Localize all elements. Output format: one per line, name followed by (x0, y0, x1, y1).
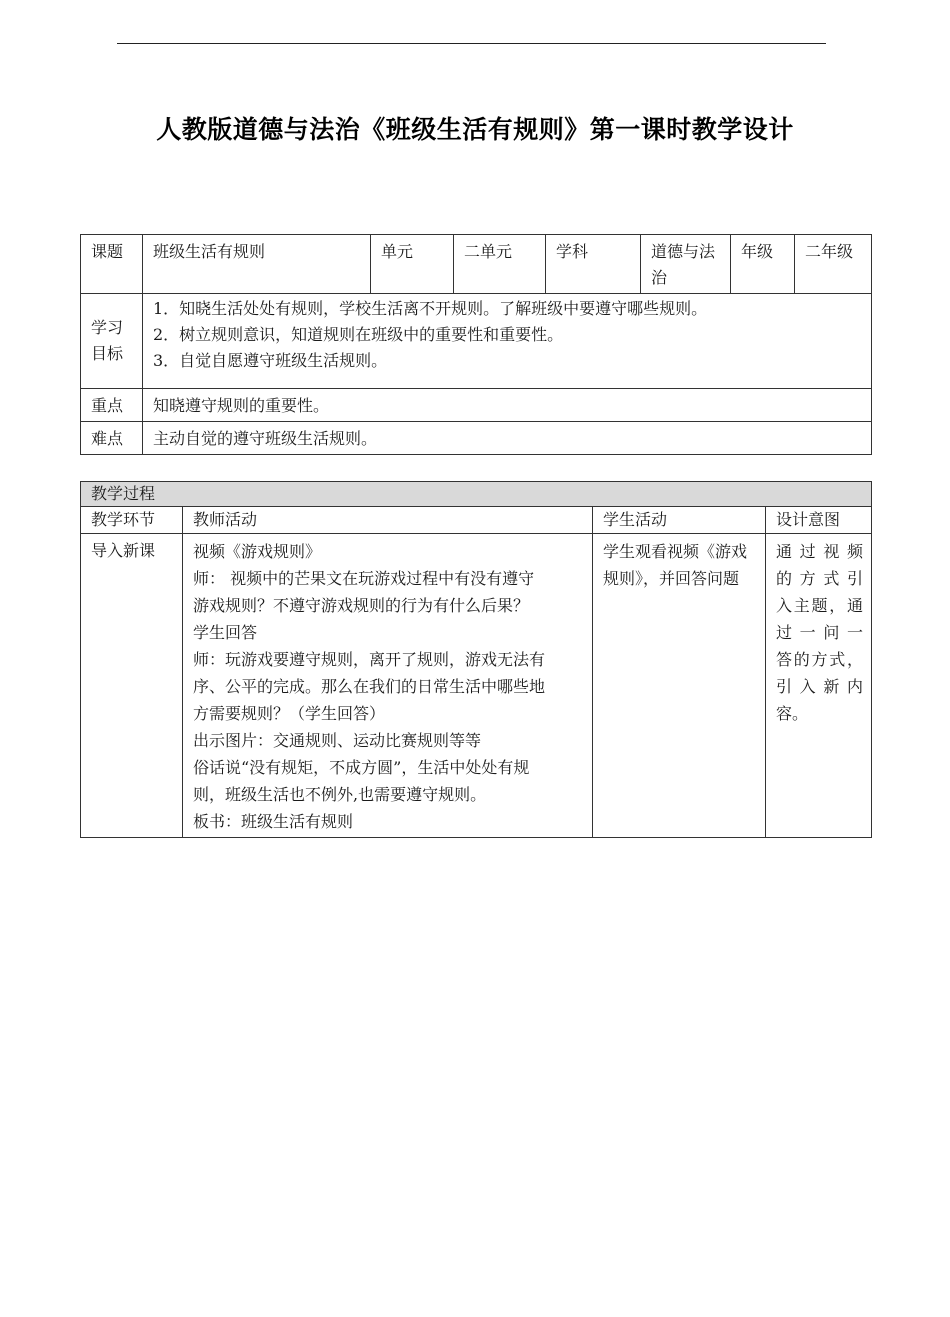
key-point-value: 知晓遵守规则的重要性。 (143, 389, 872, 422)
difficulty-label: 难点 (81, 422, 143, 455)
goals-list (143, 294, 872, 389)
subject-value-line2: 治 (651, 268, 668, 287)
intent-line: 通过视频 (776, 542, 864, 561)
column-header-teacher: 教师活动 (183, 507, 593, 534)
process-header-row (81, 482, 872, 507)
info-row-difficulty (81, 422, 872, 455)
student-line: 规则》，并回答问题 (603, 569, 740, 588)
column-header-stage: 教学环节 (81, 507, 183, 534)
process-column-headers (81, 507, 872, 534)
intent-line: 的方式引 (776, 569, 864, 588)
intent-line: 容。 (776, 704, 809, 723)
column-header-student: 学生活动 (593, 507, 766, 534)
goals-label (81, 294, 143, 389)
goals-label-line1: 学习 (91, 318, 124, 337)
grade-value: 二年级 (795, 235, 872, 294)
subject-value (641, 235, 731, 294)
teacher-line: 师： 视频中的芒果文在玩游戏过程中有没有遵守 (193, 569, 535, 588)
goals-label-line2: 目标 (91, 344, 124, 363)
intent-line: 引入新内 (776, 677, 864, 696)
design-intent-cell (766, 534, 872, 838)
intent-line: 入主题，通 (776, 596, 864, 615)
unit-label: 单元 (371, 235, 454, 294)
teacher-line: 游戏规则？不遵守游戏规则的行为有什么后果？ (193, 596, 530, 615)
stage-cell: 导入新课 (81, 534, 183, 838)
grade-label: 年级 (731, 235, 795, 294)
teaching-process-table (80, 481, 872, 838)
info-row-goals (81, 294, 872, 389)
info-row-topic (81, 235, 872, 294)
student-line: 学生观看视频《游戏 (603, 542, 748, 561)
header-rule (117, 43, 826, 44)
subject-label: 学科 (546, 235, 641, 294)
teacher-activity-cell (183, 534, 593, 838)
teacher-line: 师：玩游戏要遵守规则，离开了规则，游戏无法有 (193, 650, 546, 669)
teacher-line: 序、公平的完成。那么在我们的日常生活中哪些地 (193, 677, 546, 696)
teacher-line: 板书：班级生活有规则 (193, 812, 354, 831)
subject-value-line1: 道德与法 (651, 242, 716, 261)
teacher-line: 学生回答 (193, 623, 258, 642)
difficulty-value: 主动自觉的遵守班级生活规则。 (143, 422, 872, 455)
goal-item: 3．自觉自愿遵守班级生活规则。 (153, 351, 388, 370)
key-point-label: 重点 (81, 389, 143, 422)
teacher-line: 视频《游戏规则》 (193, 542, 322, 561)
topic-label: 课题 (81, 235, 143, 294)
teacher-line: 方需要规则？（学生回答） (193, 704, 386, 723)
goal-item: 2．树立规则意识，知道规则在班级中的重要性和重要性。 (153, 325, 564, 344)
intent-line: 答的方式， (776, 650, 864, 669)
student-activity-cell (593, 534, 766, 838)
process-header: 教学过程 (81, 482, 872, 507)
goal-item: 1．知晓生活处处有规则，学校生活离不开规则。了解班级中要遵守哪些规则。 (153, 299, 708, 318)
unit-value: 二单元 (454, 235, 546, 294)
info-row-key-point (81, 389, 872, 422)
teacher-line: 则，班级生活也不例外,也需要遵守规则。 (193, 785, 487, 804)
intent-line: 过一问一 (776, 623, 864, 642)
process-row-intro (81, 534, 872, 838)
topic-value: 班级生活有规则 (143, 235, 371, 294)
teacher-line: 俗话说“没有规矩，不成方圆”，生活中处处有规 (193, 758, 530, 777)
column-header-intent: 设计意图 (766, 507, 872, 534)
teacher-line: 出示图片：交通规则、运动比赛规则等等 (193, 731, 482, 750)
document-title: 人教版道德与法治《班级生活有规则》第一课时教学设计 (156, 115, 794, 144)
lesson-info-table (80, 234, 872, 455)
